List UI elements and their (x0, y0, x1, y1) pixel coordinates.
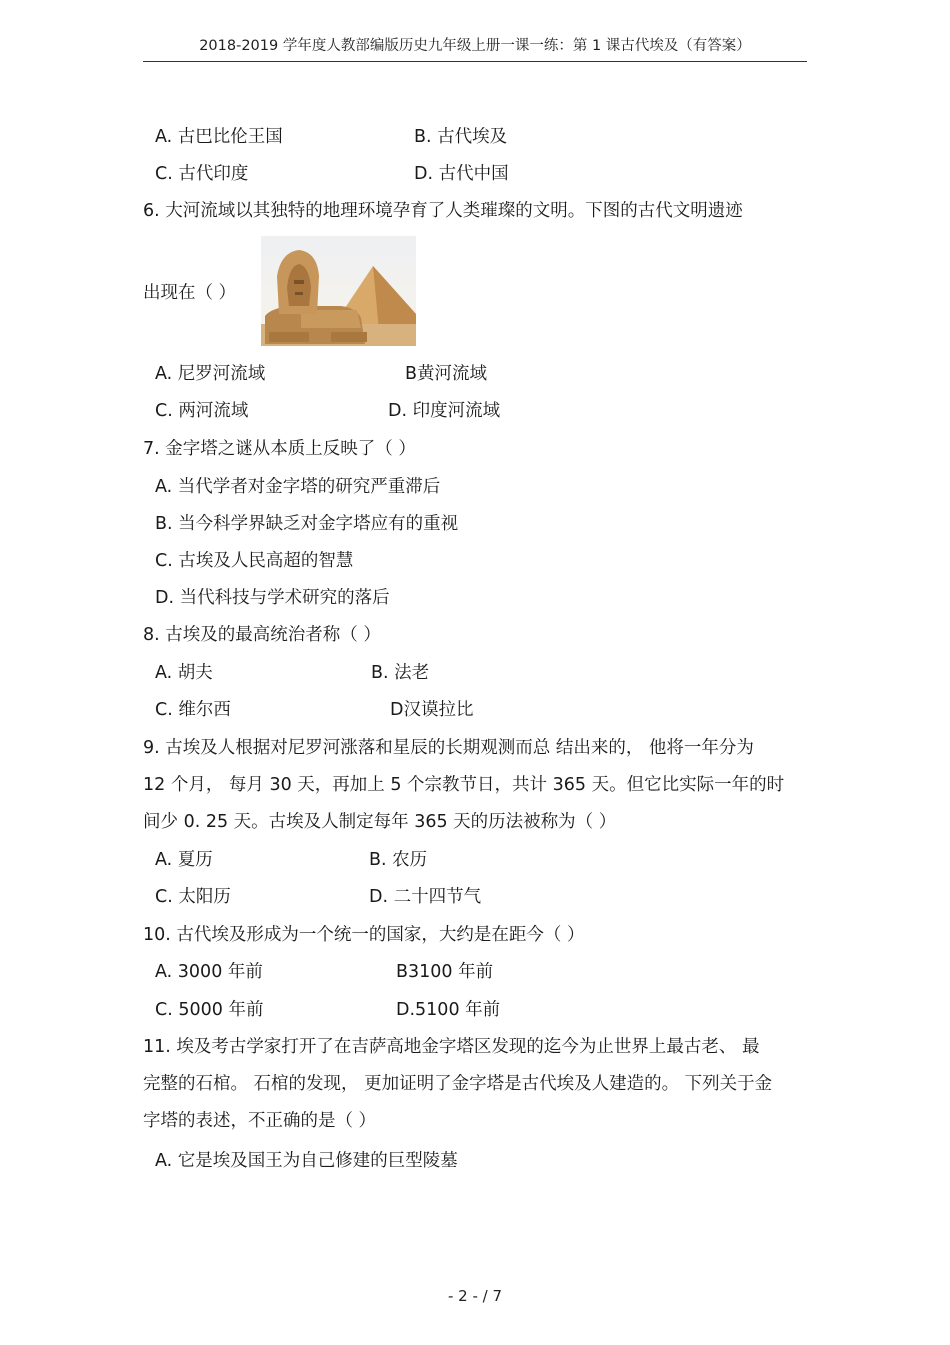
q11-option-a: A. 它是埃及国王为自己修建的巨型陵墓 (155, 1151, 458, 1171)
q6-stem-line2: 出现在（ ） (143, 283, 237, 303)
q10-option-a: A. 3000 年前 (155, 962, 263, 982)
q11-stem-line3: 字塔的表述，不正确的是（ ） (143, 1111, 377, 1131)
q9-option-b: B. 农历 (369, 850, 428, 870)
q7-stem: 7. 金字塔之谜从本质上反映了（ ） (143, 439, 416, 459)
q6-option-c: C. 两河流域 (155, 401, 249, 421)
q8-stem: 8. 古埃及的最高统治者称（ ） (143, 625, 381, 645)
q5-option-a: A. 古巴比伦王国 (155, 127, 283, 147)
q6-option-a: A. 尼罗河流域 (155, 364, 266, 384)
page-number: - 2 - / 7 (447, 1287, 503, 1305)
q7-option-d: D. 当代科技与学术研究的落后 (155, 588, 390, 608)
q7-option-c: C. 古埃及人民高超的智慧 (155, 551, 354, 571)
q10-stem: 10. 古代埃及形成为一个统一的国家，大约是在距今（ ） (143, 925, 585, 945)
q8-option-d: D汉谟拉比 (390, 700, 474, 720)
q9-option-c: C. 太阳历 (155, 887, 231, 907)
header-divider (143, 61, 807, 62)
q9-option-d: D. 二十四节气 (369, 887, 482, 907)
sphinx-pyramid-image (261, 236, 416, 346)
q7-option-b: B. 当今科学界缺乏对金字塔应有的重视 (155, 514, 459, 534)
q8-option-b: B. 法老 (371, 663, 430, 683)
q9-stem-line3: 间少 0. 25 天。古埃及人制定每年 365 天的历法被称为（ ） (143, 812, 617, 832)
q8-option-c: C. 维尔西 (155, 700, 231, 720)
q6-stem-line1: 6. 大河流域以其独特的地理环境孕育了人类璀璨的文明。下图的古代文明遗迹 (143, 201, 743, 221)
q6-option-d: D. 印度河流域 (388, 401, 501, 421)
page-header: 2018-2019 学年度人教部编版历史九年级上册一课一练：第 1 课古代埃及（有答案） (199, 38, 751, 54)
q5-option-d: D. 古代中国 (414, 164, 509, 184)
q9-option-a: A. 夏历 (155, 850, 213, 870)
q9-stem-line2: 12 个月， 每月 30 天，再加上 5 个宗教节日，共计 365 天。但它比实际一年的时 (143, 775, 785, 795)
q10-option-b: B3100 年前 (396, 962, 494, 982)
q6-option-b: B黄河流域 (405, 364, 488, 384)
q7-option-a: A. 当代学者对金字塔的研究严重滞后 (155, 477, 441, 497)
q9-stem-line1: 9. 古埃及人根据对尼罗河涨落和星辰的长期观测而总 结出来的， 他将一年分为 (143, 738, 754, 758)
q5-option-c: C. 古代印度 (155, 164, 249, 184)
q11-stem-line1: 11. 埃及考古学家打开了在吉萨高地金字塔区发现的迄今为止世界上最古老、 最 (143, 1037, 760, 1057)
q10-option-d: D.5100 年前 (396, 1000, 501, 1020)
q11-stem-line2: 完整的石棺。 石棺的发现， 更加证明了金字塔是古代埃及人建造的。 下列关于金 (143, 1074, 773, 1094)
q10-option-c: C. 5000 年前 (155, 1000, 264, 1020)
q8-option-a: A. 胡夫 (155, 663, 213, 683)
q5-option-b: B. 古代埃及 (414, 127, 508, 147)
